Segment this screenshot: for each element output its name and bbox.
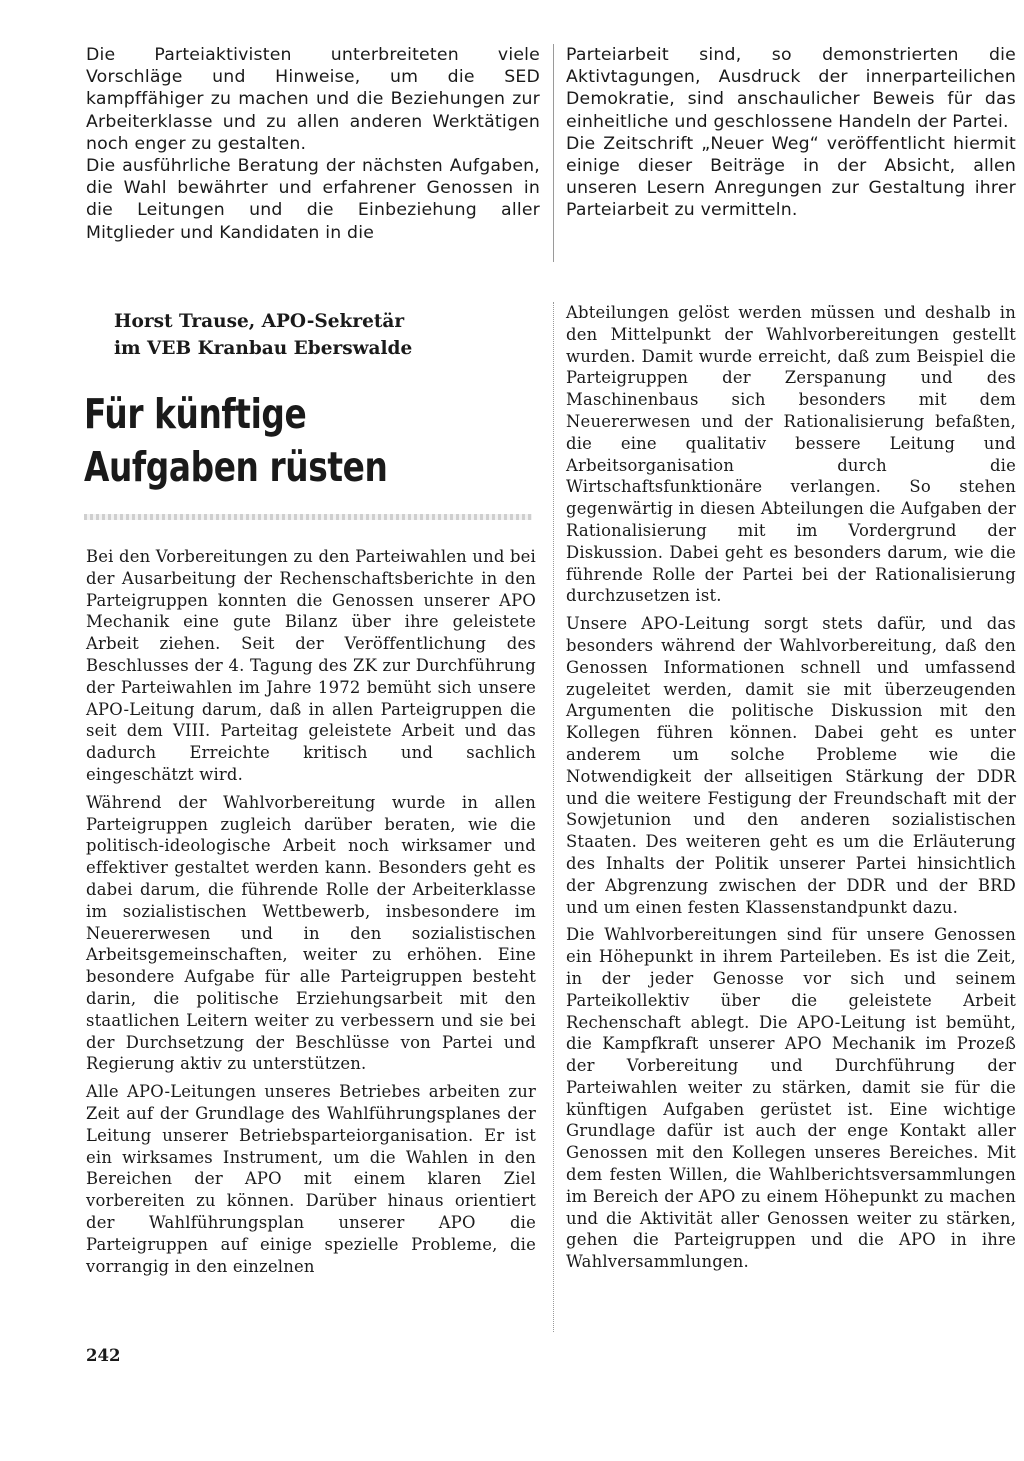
intro-paragraph: Die Parteiaktivisten unterbreiteten viele Vorschläge und Hinweise, um die SED kampffähiger zu machen und die Beziehungen zur Arbeiterklasse und zu allen anderen Werktätigen noch enger zu gestalten.	[86, 45, 540, 154]
title-line: Aufgaben rüsten	[84, 443, 388, 491]
intro-paragraph: Die Zeitschrift „Neuer Weg“ veröffentlicht hiermit einige dieser Beiträge in der Absicht, allen unseren Lesern Anregungen zur Gestaltung ihrer Parteiarbeit zu vermitteln.	[566, 133, 1016, 221]
body-paragraph: Unsere APO-Leitung sorgt stets dafür, und das besonders während der Wahlvorbereitung, daß den Genossen Informationen schnell und umfassend zugeleitet werden, damit sie mit überzeugenden Argumenten die politische Diskussion mit den Kollegen führen können. Dabei geht es unter anderem um solche Probleme wie die Notwendigkeit der allseitigen Stärkung der DDR und die weitere Festigung der Freundschaft mit der Sowjetunion und den anderen sozialistischen Staaten. Des weiteren geht es um die Erläuterung des Inhalts der Politik unserer Partei hinsichtlich der Abgrenzung zwischen der DDR und der BRD und um einen festen Klassenstandpunkt dazu.	[566, 614, 1016, 917]
author-name: Horst Trause, APO-Sekretär	[114, 311, 405, 332]
author-byline	[114, 308, 534, 362]
column-divider-main	[553, 302, 554, 1332]
intro-paragraph: Parteiarbeit sind, so demonstrierten die Aktivtagungen, Ausdruck der innerparteilichen Demokratie, sind anschaulicher Beweis für das einheitliche und geschlossene Handeln der Partei.	[566, 45, 1016, 132]
body-paragraph: Alle APO-Leitungen unseres Betriebes arbeiten zur Zeit auf der Grundlage des Wahlführungsplanes der Leitung unserer Betriebsparteiorganisation. Er ist ein wirksames Instrument, um die Wahlen in den Bereichen der APO mit einem klaren Ziel vorbereiten zu können. Darüber hinaus orientiert der Wahlführungsplan unserer APO die Parteigruppen auf einige spezielle Probleme, die vorrangig in den einzelnen	[86, 1082, 536, 1276]
body-paragraph: Abteilungen gelöst werden müssen und deshalb in den Mittelpunkt der Wahlvorbereitungen gestellt wurden. Damit wurde erreicht, daß zum Beispiel die Parteigruppen der Zerspanung und des Maschinenbaus sich besonders mit dem Neuererwesen und der Rationalisierung befaßten, die eine qualitativ bessere Leitung und Arbeitsorganisation durch die Wirtschaftsfunktionäre verlangen. So stehen gegenwärtig in diesen Abteilungen die Aufgaben der Rationalisierung mit im Vordergrund der Diskussion. Dabei geht es besonders darum, wie die führende Rolle der Partei bei der Rationalisierung durchzusetzen ist.	[566, 303, 1016, 606]
intro-paragraph: Die ausführliche Beratung der nächsten Aufgaben, die Wahl bewährter und erfahrener Genossen in die Leitungen und die Einbeziehung aller Mitglieder und Kandidaten in die	[86, 156, 540, 243]
body-paragraph: Die Wahlvorbereitungen sind für unsere Genossen ein Höhepunkt in ihrem Parteileben. Es ist die Zeit, in der jeder Genosse vor sich und seinem Parteikollektiv über die geleistete Arbeit Rechenschaft ablegt. Die APO-Leitung ist bemüht, die Kampfkraft unserer APO Mechanik im Prozeß der Vorbereitung und Durchführung der Parteiwahlen weiter zu stärken, damit sie für die künftigen Aufgaben gerüstet ist. Eine wichtige Grundlage dafür ist auch der enge Kontakt aller Genossen mit den Kollegen unseres Bereiches. Mit dem festen Willen, die Wahlberichtsversammlungen im Bereich der APO zu einem Höhepunkt zu machen und die Aktivität aller Genossen weiter zu stärken, gehen die Parteigruppen und die APO in ihre Wahlversammlungen.	[566, 925, 1016, 1272]
author-affiliation: im VEB Kranbau Eberswalde	[114, 338, 413, 359]
body-paragraph: Bei den Vorbereitungen zu den Parteiwahlen und bei der Ausarbeitung der Rechenschaftsberichte in den Parteigruppen konnten die Genossen unserer APO Mechanik eine gute Bilanz über ihre geleistete Arbeit ziehen. Seit der Veröffentlichung des Beschlusses der 4. Tagung des ZK zur Durchführung der Parteiwahlen im Jahre 1972 bemüht sich unsere APO-Leitung darum, daß in allen Parteigruppen die seit dem VIII. Parteitag geleistete Arbeit und das dadurch Erreichte kritisch und sachlich eingeschätzt wird.	[86, 547, 536, 784]
article-title	[84, 388, 460, 494]
article-left-column	[86, 546, 536, 1283]
body-paragraph: Während der Wahlvorbereitung wurde in allen Parteigruppen zugleich darüber beraten, wie die politisch-ideologische Arbeit noch wirksamer und effektiver gestaltet werden kann. Besonders geht es dabei darum, die führende Rolle der Arbeiterklasse im sozialistischen Wettbewerb, insbesondere im Neuererwesen und in den sozialistischen Arbeitsgemeinschaften, weiter zu erhöhen. Eine besondere Aufgabe für alle Parteigruppen besteht darin, die politische Erziehungsarbeit mit den staatlichen Leitern weiter zu verbessern und sie bei der Durchsetzung der Beschlüsse von Partei und Regierung aktiv zu unterstützen.	[86, 792, 536, 1074]
title-line: Für künftige	[84, 390, 307, 438]
intro-left-column	[86, 44, 540, 244]
title-divider	[84, 514, 532, 520]
intro-right-column	[566, 44, 1016, 222]
column-divider-top	[553, 44, 554, 262]
article-right-column	[566, 302, 1016, 1279]
page-number: 242	[86, 1346, 121, 1365]
